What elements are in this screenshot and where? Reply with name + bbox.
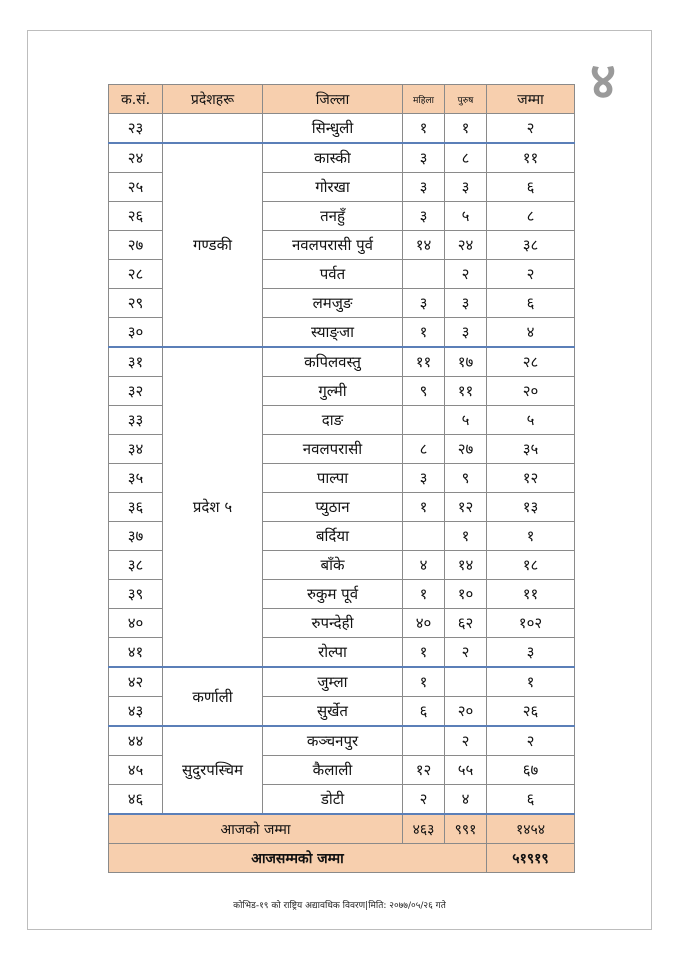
cell-female: ३ — [403, 173, 445, 202]
cell-female: ३ — [403, 143, 445, 173]
cell-female: १ — [403, 493, 445, 522]
district-cases-table — [108, 84, 575, 873]
cell-sn: ३८ — [109, 551, 163, 580]
cell-sn: ४५ — [109, 756, 163, 785]
cell-sn: ३६ — [109, 493, 163, 522]
grand-total-label: आजसम्मको जम्मा — [109, 844, 487, 873]
cell-district: नवलपरासी पुर्व — [263, 231, 403, 260]
cell-male: १ — [445, 114, 487, 144]
table-row — [109, 726, 575, 756]
cell-male: ८ — [445, 143, 487, 173]
cell-female: १ — [403, 318, 445, 348]
cell-district: कास्की — [263, 143, 403, 173]
cell-male: २ — [445, 726, 487, 756]
cell-sn: २३ — [109, 114, 163, 144]
cell-district: तनहुँ — [263, 202, 403, 231]
table-row — [109, 143, 575, 173]
cell-district: जुम्ला — [263, 667, 403, 697]
cell-district: गोरखा — [263, 173, 403, 202]
today-total-male: ९९१ — [445, 814, 487, 844]
cell-male: ५५ — [445, 756, 487, 785]
cell-sn: ३५ — [109, 464, 163, 493]
cell-sn: ३२ — [109, 377, 163, 406]
cell-total: ३ — [487, 638, 575, 668]
cell-district: गुल्मी — [263, 377, 403, 406]
cell-total: १३ — [487, 493, 575, 522]
header-sn: क.सं. — [109, 85, 163, 114]
cell-sn: ४४ — [109, 726, 163, 756]
cell-total: ११ — [487, 580, 575, 609]
footer-caption: कोभिड-१९ को राष्ट्रिय अद्यावधिक विवरण|मिति: २०७७/०५/२६ गते — [233, 901, 446, 911]
cell-sn: ३९ — [109, 580, 163, 609]
cell-district: बर्दिया — [263, 522, 403, 551]
cell-sn: ४२ — [109, 667, 163, 697]
cell-sn: ३७ — [109, 522, 163, 551]
cell-district: रुकुम पूर्व — [263, 580, 403, 609]
cell-total: ६ — [487, 289, 575, 318]
cell-female — [403, 406, 445, 435]
cell-province-sudurpaschim: सुदुरपस्चिम — [163, 726, 263, 814]
cell-male: ४ — [445, 785, 487, 815]
cell-male: ३ — [445, 173, 487, 202]
cell-male — [445, 667, 487, 697]
cell-sn: ३१ — [109, 347, 163, 377]
cell-female: ६ — [403, 697, 445, 727]
cell-total: ३८ — [487, 231, 575, 260]
cell-province-karnali: कर्णाली — [163, 667, 263, 726]
cell-total: २ — [487, 726, 575, 756]
cell-female: ९ — [403, 377, 445, 406]
header-male: पुरुष — [445, 85, 487, 114]
cell-female: ११ — [403, 347, 445, 377]
cell-province — [163, 114, 263, 144]
cell-total: २ — [487, 114, 575, 144]
cell-province-gandaki: गण्डकी — [163, 143, 263, 347]
cell-female: ३ — [403, 202, 445, 231]
grand-total-sum: ५१९१९ — [487, 844, 575, 873]
cell-male: ३ — [445, 318, 487, 348]
cell-total: ५ — [487, 406, 575, 435]
table-row — [109, 347, 575, 377]
cell-district: पाल्पा — [263, 464, 403, 493]
cell-sn: २७ — [109, 231, 163, 260]
cell-district: सुर्खेत — [263, 697, 403, 727]
cell-total: १ — [487, 522, 575, 551]
cell-sn: २६ — [109, 202, 163, 231]
cell-male: ६२ — [445, 609, 487, 638]
cell-sn: २५ — [109, 173, 163, 202]
cell-total: २० — [487, 377, 575, 406]
cell-female: १२ — [403, 756, 445, 785]
today-total-female: ४६३ — [403, 814, 445, 844]
cell-male: २४ — [445, 231, 487, 260]
today-total-row — [109, 814, 575, 844]
cell-female — [403, 522, 445, 551]
cell-female: २ — [403, 785, 445, 815]
cell-district: स्याङ्जा — [263, 318, 403, 348]
table-header-row — [109, 85, 575, 114]
cell-male: ५ — [445, 202, 487, 231]
cell-female: १४ — [403, 231, 445, 260]
cell-district: प्युठान — [263, 493, 403, 522]
cell-district: बाँके — [263, 551, 403, 580]
cell-total: १०२ — [487, 609, 575, 638]
cell-female: ४० — [403, 609, 445, 638]
cell-sn: ४० — [109, 609, 163, 638]
cell-total: २६ — [487, 697, 575, 727]
cell-female: १ — [403, 580, 445, 609]
cell-district: सिन्धुली — [263, 114, 403, 144]
cell-male: २ — [445, 638, 487, 668]
cell-district: डोटी — [263, 785, 403, 815]
cell-total: ८ — [487, 202, 575, 231]
cell-total: ६ — [487, 173, 575, 202]
cell-female: १ — [403, 667, 445, 697]
grand-total-row — [109, 844, 575, 873]
cell-total: ६७ — [487, 756, 575, 785]
cell-sn: ४६ — [109, 785, 163, 815]
cell-district: दाङ — [263, 406, 403, 435]
cell-total: ३५ — [487, 435, 575, 464]
cell-female: १ — [403, 114, 445, 144]
cell-male: १७ — [445, 347, 487, 377]
header-province: प्रदेशहरू — [163, 85, 263, 114]
cell-total: १ — [487, 667, 575, 697]
header-female: महिला — [403, 85, 445, 114]
cell-total: ११ — [487, 143, 575, 173]
cell-district: रोल्पा — [263, 638, 403, 668]
cell-male: १० — [445, 580, 487, 609]
cell-male: १४ — [445, 551, 487, 580]
cell-female — [403, 260, 445, 289]
page-number: ४ — [590, 52, 616, 110]
cell-male: २ — [445, 260, 487, 289]
cell-female: ८ — [403, 435, 445, 464]
cell-district: कैलाली — [263, 756, 403, 785]
header-district: जिल्ला — [263, 85, 403, 114]
cell-female: ४ — [403, 551, 445, 580]
table-row — [109, 114, 575, 144]
cell-total: २ — [487, 260, 575, 289]
cell-sn: ३० — [109, 318, 163, 348]
cell-male: ११ — [445, 377, 487, 406]
cell-male: ९ — [445, 464, 487, 493]
cell-district: नवलपरासी — [263, 435, 403, 464]
cell-district: कपिलवस्तु — [263, 347, 403, 377]
cell-male: १ — [445, 522, 487, 551]
cell-district: लमजुङ — [263, 289, 403, 318]
cell-male: २७ — [445, 435, 487, 464]
cell-male: ३ — [445, 289, 487, 318]
cell-total: २८ — [487, 347, 575, 377]
cell-district: कञ्चनपुर — [263, 726, 403, 756]
cell-total: १२ — [487, 464, 575, 493]
cell-female: १ — [403, 638, 445, 668]
cell-male: १२ — [445, 493, 487, 522]
cell-province-pradesh-5: प्रदेश ५ — [163, 347, 263, 667]
cell-female — [403, 726, 445, 756]
cell-male: ५ — [445, 406, 487, 435]
cell-district: पर्वत — [263, 260, 403, 289]
today-total-label: आजको जम्मा — [109, 814, 403, 844]
today-total-sum: १४५४ — [487, 814, 575, 844]
cell-sn: २९ — [109, 289, 163, 318]
cell-total: १८ — [487, 551, 575, 580]
cell-sn: ३४ — [109, 435, 163, 464]
cell-male: २० — [445, 697, 487, 727]
cell-sn: २८ — [109, 260, 163, 289]
cell-sn: ३३ — [109, 406, 163, 435]
cell-total: ६ — [487, 785, 575, 815]
header-total: जम्मा — [487, 85, 575, 114]
table-row — [109, 667, 575, 697]
cell-female: ३ — [403, 464, 445, 493]
cell-total: ४ — [487, 318, 575, 348]
cell-district: रुपन्देही — [263, 609, 403, 638]
cell-sn: २४ — [109, 143, 163, 173]
cell-sn: ४१ — [109, 638, 163, 668]
cell-female: ३ — [403, 289, 445, 318]
cell-sn: ४३ — [109, 697, 163, 727]
